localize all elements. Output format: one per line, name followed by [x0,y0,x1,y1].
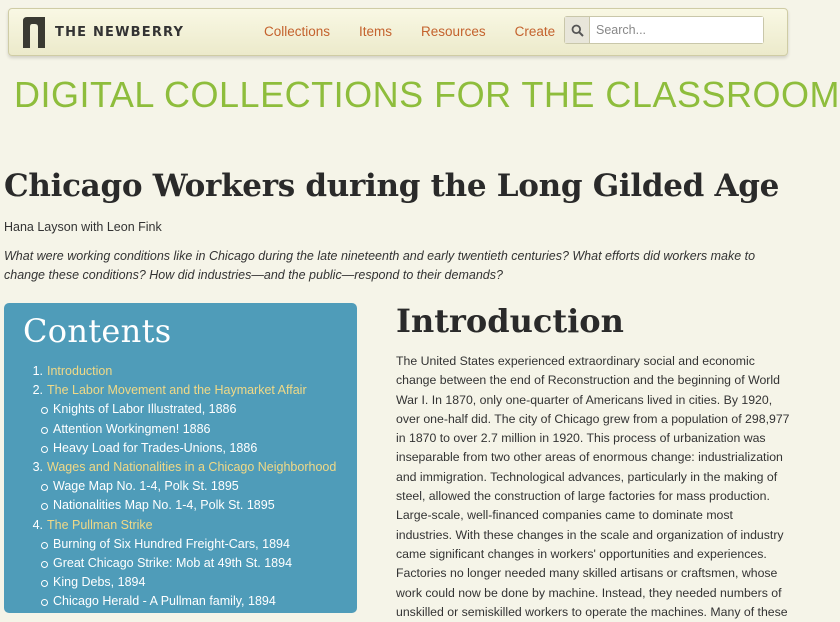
search-box [564,16,764,44]
main-nav [264,24,584,39]
driving-question: What were working conditions like in Chicago during the late nineteenth and early twentieth centuries? What efforts did workers make to change these conditions? How did industries—and the public—respond to their demands? [4,249,756,282]
nav-create[interactable]: Create [514,24,556,39]
top-navbar [8,8,788,56]
site-title: DIGITAL COLLECTIONS FOR THE CLASSROOM [14,74,840,115]
newberry-logo-icon [21,15,47,49]
introduction-heading: Introduction [396,302,624,340]
search-input[interactable] [590,17,763,43]
introduction-body: The United States experienced extraordinary social and economic change between the end of Reconstruction and the beginning of World War I. In 1870, only one-quarter of Americans lived in cities. By 1920, over one-half did. The city of Chicago grew from a population of 298,977 in 1870 to over 2.7 million in 1920. This process of urbanization was inseparable from two other areas of enormous change: industrialization and immigration. Technological advances, particularly in the making of steel, allowed the construction of large factories for mass production. Large-scale, well-financed companies came to dominate most industries. With these changes in the scale and organization of industry came significant changes in workers' opportunities and experiences. Factories no longer needed many skilled artisans or craftsmen, whose work could now be done by machine. Instead, they needed numbers of unskilled or semiskilled workers to operate the machines. Many of these [396,354,790,619]
table-of-contents [16,362,351,612]
toc-link-labor-movement[interactable]: The Labor Movement and the Haymarket Affair [47,383,307,398]
toc-subitem[interactable]: Chicago Herald - A Pullman family, 1894 [16,592,351,611]
toc-subitem[interactable]: Heavy Load for Trades-Unions, 1886 [16,439,351,458]
toc-subitem[interactable]: Great Chicago Strike: Mob at 49th St. 1894 [16,554,351,573]
toc-subitem[interactable]: Nationalities Map No. 1-4, Polk St. 1895 [16,496,351,515]
search-icon [571,24,584,37]
toc-link-wages[interactable]: Wages and Nationalities in a Chicago Neighborhood [47,460,337,475]
toc-subitem[interactable]: Wage Map No. 1-4, Polk St. 1895 [16,477,351,496]
contents-panel [4,303,357,613]
toc-link-introduction[interactable]: Introduction [47,364,113,378]
toc-item-wages [16,458,351,477]
toc-item-introduction [16,362,351,381]
toc-number: 3. [32,460,43,475]
contents-heading: Contents [23,312,172,350]
nav-items[interactable]: Items [359,24,393,39]
nav-collections[interactable]: Collections [264,24,331,39]
toc-item-pullman [16,516,351,535]
toc-number: 2. [32,383,43,398]
toc-link-pullman[interactable]: The Pullman Strike [47,517,153,532]
toc-number: 4. [32,517,43,532]
toc-subitem[interactable]: King Debs, 1894 [16,573,351,592]
toc-subitem[interactable]: Burning of Six Hundred Freight-Cars, 1894 [16,535,351,554]
newberry-logo[interactable] [21,15,184,49]
search-button[interactable] [565,17,590,43]
toc-item-labor-movement [16,381,351,400]
nav-resources[interactable]: Resources [421,24,486,39]
toc-subitem[interactable]: Knights of Labor Illustrated, 1886 [16,400,351,419]
page-title: Chicago Workers during the Long Gilded Age [4,168,780,204]
logo-text: THE NEWBERRY [55,24,185,40]
authors: Hana Layson with Leon Fink [4,220,162,234]
toc-number: 1. [32,364,43,378]
toc-subitem[interactable]: Attention Workingmen! 1886 [16,420,351,439]
